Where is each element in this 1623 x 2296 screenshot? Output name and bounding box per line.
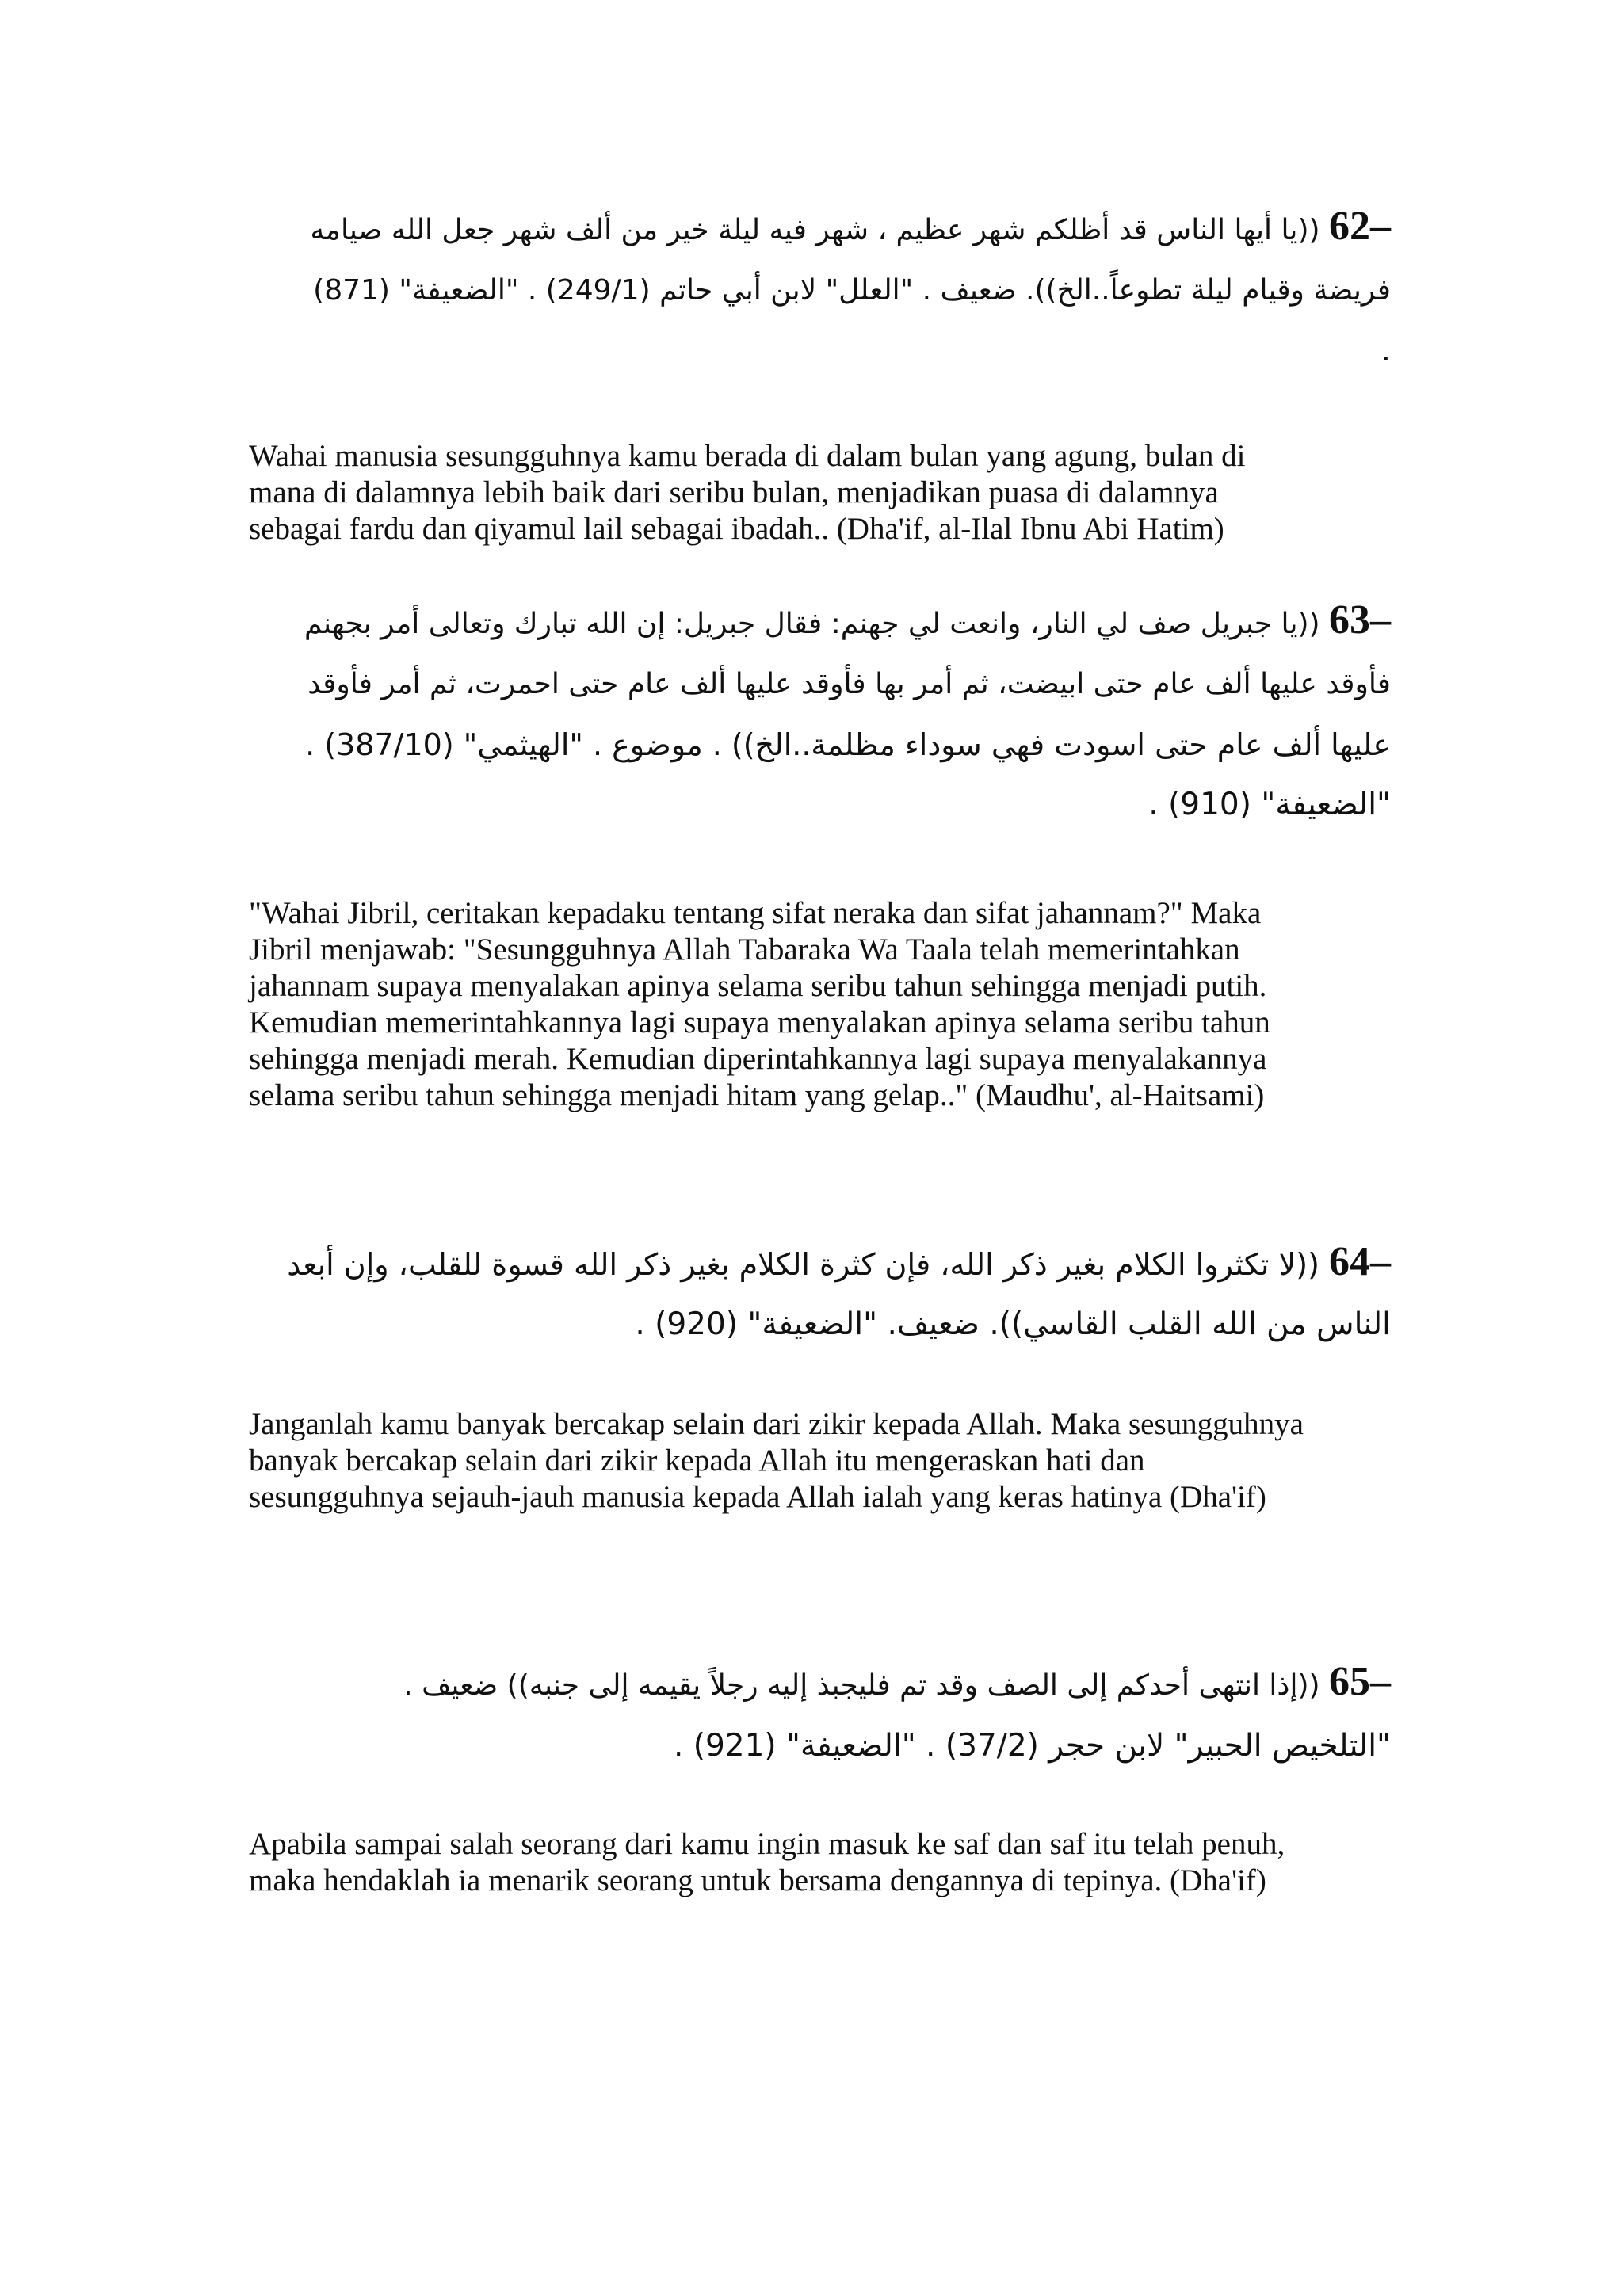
hadith-64-arabic xyxy=(273,1232,1391,1355)
hadith-64-translation: Janganlah kamu banyak bercakap selain dari zikir kepada Allah. Maka sesungguhnya banyak bercakap selain dari zikir kepada Allah itu mengeraskan hati dan sesungguhnya sejauh-jauh manusia kepada Allah ialah yang keras hatinya (Dha'if) xyxy=(249,1407,1304,1514)
hadith-63-arabic-line-4: "الضعيفة" (910) . xyxy=(1148,787,1391,822)
hadith-62-arabic-line-3: . xyxy=(1381,333,1391,368)
hadith-62-translation: Wahai manusia sesungguhnya kamu berada di dalam bulan yang agung, bulan di mana di dalamnya lebih baik dari seribu bulan, menjadikan puasa di dalamnya sebagai fardu dan qiyamul lail sebagai ibadah.. (Dha'if, al-Ilal Ibnu Abi Hatim) xyxy=(249,439,1246,546)
hadith-63-arabic-line-1: 63– ((يا جبريل صف لي النار، وانعت لي جهنم: فقال جبريل: إن الله تبارك وتعالى أمر بجهنم xyxy=(304,597,1391,643)
hadith-62-arabic xyxy=(285,196,1391,381)
hadith-63-number: 63– xyxy=(1329,597,1391,643)
hadith-64-number: 64– xyxy=(1329,1239,1391,1284)
hadith-62-number: 62– xyxy=(1329,204,1391,249)
hadith-65-arabic-line-1: 65– ((إذا انتهى أحدكم إلى الصف وقد تم فليجبذ إليه رجلاً يقيمه إلى جنبه)) ضعيف . xyxy=(403,1659,1391,1704)
hadith-63-arabic-line-2: فأوقد عليها ألف عام حتى ابيضت، ثم أمر بها فأوقد عليها ألف عام حتى احمرت، ثم أمر فأوقد xyxy=(307,668,1391,700)
hadith-65-number: 65– xyxy=(1329,1659,1391,1704)
hadith-64-arabic-line-1: 64– ((لا تكثروا الكلام بغير ذكر الله، فإن كثرة الكلام بغير ذكر الله قسوة للقلب، وإن أبعد xyxy=(287,1239,1391,1284)
hadith-64-arabic-line-2: الناس من الله القلب القاسي)). ضعيف. "الضعيفة" (920) . xyxy=(635,1306,1391,1342)
hadith-63-translation: "Wahai Jibril, ceritakan kepadaku tentang sifat neraka dan sifat jahannam?" Maka Jibril menjawab: "Sesungguhnya Allah Tabaraka Wa Taala telah memerintahkan jahannam supaya menyalakan apinya selama seribu tahun sehingga menjadi putih. Kemudian memerintahkannya lagi supaya menyalakan apinya selama seribu tahun sehingga menjadi merah. Kemudian diperintahkannya lagi supaya menyalakannya selama seribu tahun sehingga menjadi hitam yang gelap.." (Maudhu', al-Haitsami) xyxy=(249,896,1270,1112)
hadith-65-translation: Apabila sampai salah seorang dari kamu ingin masuk ke saf dan saf itu telah penuh, maka hendaklah ia menarik seorang untuk bersama dengannya di tepinya. (Dha'if) xyxy=(249,1827,1285,1897)
hadith-62-arabic-line-2: فريضة وقيام ليلة تطوعاً..الخ)). ضعيف . "العلل" لابن أبي حاتم (249/1) . "الضعيفة" (871) xyxy=(313,274,1391,307)
hadith-65-arabic xyxy=(380,1652,1391,1776)
hadith-63-arabic xyxy=(285,590,1391,835)
hadith-63-arabic-line-3: عليها ألف عام حتى اسودت فهي سوداء مظلمة..الخ)) . موضوع . "الهيثمي" (387/10) . xyxy=(305,727,1391,762)
hadith-65-arabic-line-2: "التلخيص الحبير" لابن حجر (37/2) . "الضعيفة" (921) . xyxy=(673,1728,1391,1764)
hadith-62-arabic-line-1: 62– ((يا أيها الناس قد أظلكم شهر عظيم ، شهر فيه ليلة خير من ألف شهر جعل الله صيامه xyxy=(310,204,1391,249)
